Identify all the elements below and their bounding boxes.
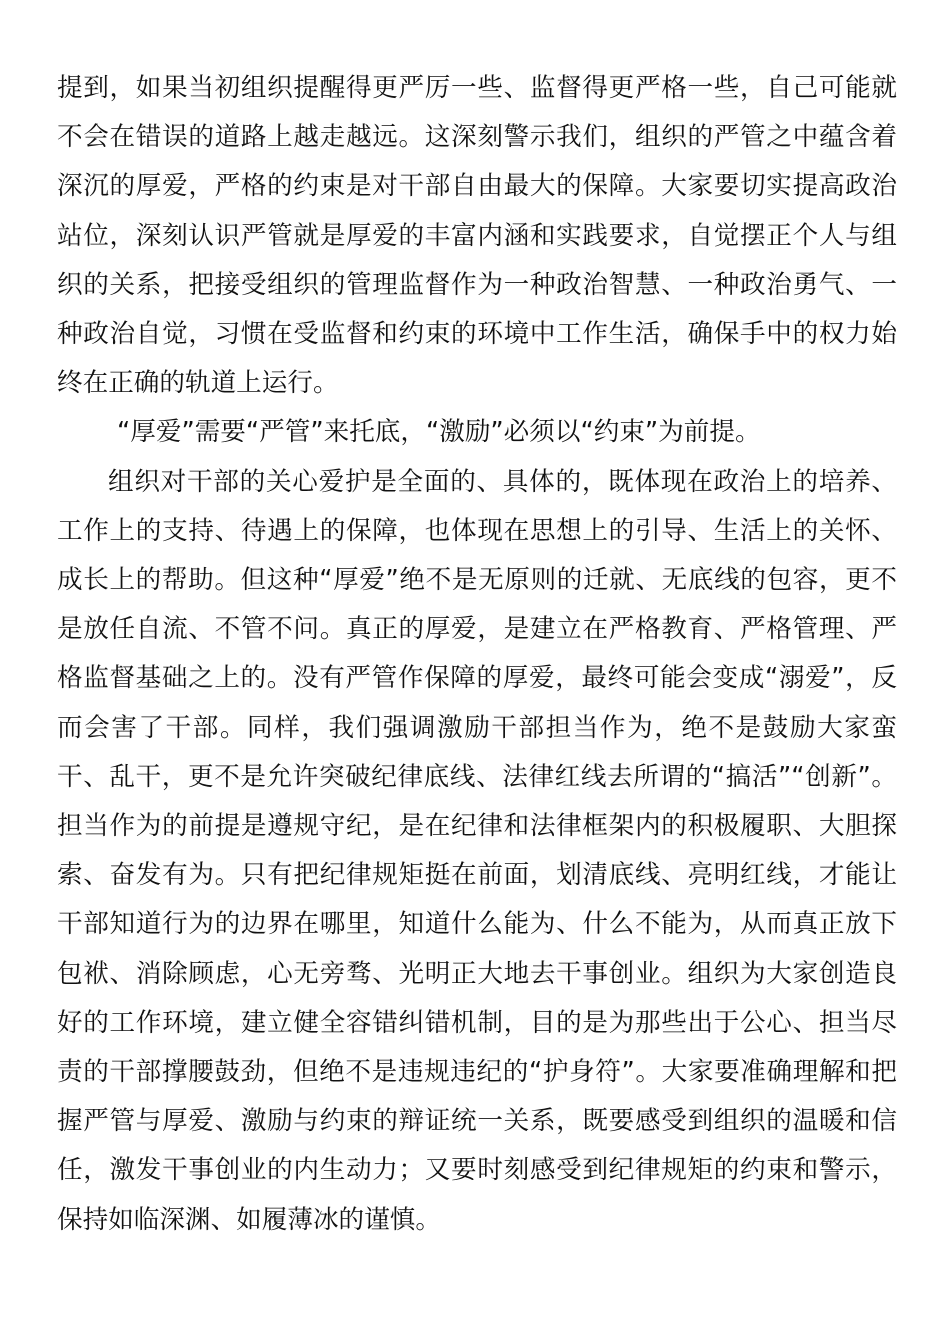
paragraph-strict-management: 提到，如果当初组织提醒得更严厉一些、监督得更严格一些，自己可能就不会在错误的道路上越走越远。这深刻警示我们，组织的严管之中蕴含着深沉的厚爱，严格的约束是对干部自由最大的保障。大家要切实提高政治站位，深刻认识严管就是厚爱的丰富内涵和实践要求，自觉摆正个人与组织的关系，把接受组织的管理监督作为一种政治智慧、一种政治勇气、一种政治自觉，习惯在受监督和约束的环境中工作生活，确保手中的权力始终在正确的轨道上运行。 <box>57 73 897 399</box>
section-heading: “厚爱”需要“严管”来托底，“激励”必须以“约束”为前提。 <box>117 417 761 448</box>
paragraph-care-and-constraint: 组织对干部的关心爱护是全面的、具体的，既体现在政治上的培养、工作上的支持、待遇上的保障，也体现在思想上的引导、生活上的关怀、成长上的帮助。但这种“厚爱”绝不是无原则的迁就、无底线的包容，更不是放任自流、不管不问。真正的厚爱，是建立在严格教育、严格管理、严格监督基础之上的。没有严管作保障的厚爱，最终可能会变成“溺爱”，反而会害了干部。同样，我们强调激励干部担当作为，绝不是鼓励大家蛮干、乱干，更不是允许突破纪律底线、法律红线去所谓的“搞活”“创新”。担当作为的前提是遵规守纪，是在纪律和法律框架内的积极履职、大胆探索、奋发有为。只有把纪律规矩挺在前面，划清底线、亮明红线，才能让干部知道行为的边界在哪里，知道什么能为、什么不能为，从而真正放下包袱、消除顾虑，心无旁骛、光明正大地去干事创业。组织为大家创造良好的工作环境，建立健全容错纠错机制，目的是为那些出于公心、担当尽责的干部撑腰鼓劲，但绝不是违规违纪的“护身符”。大家要准确理解和把握严管与厚爱、激励与约束的辩证统一关系，既要感受到组织的温暖和信任，激发干事创业的内生动力；又要时刻感受到纪律规矩的约束和警示，保持如临深渊、如履薄冰的谨慎。 <box>57 466 897 1235</box>
document-page <box>57 64 897 1245</box>
